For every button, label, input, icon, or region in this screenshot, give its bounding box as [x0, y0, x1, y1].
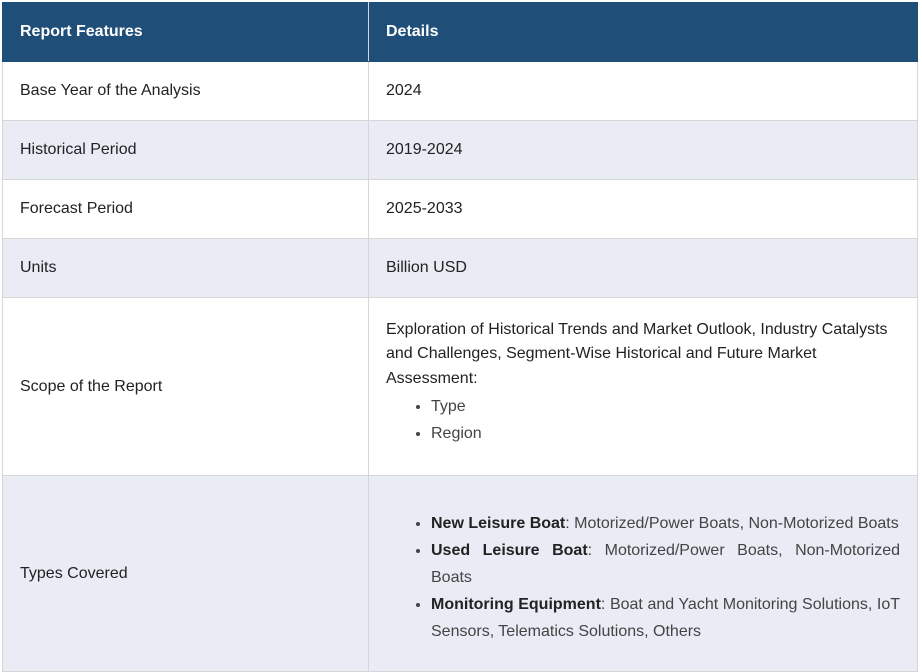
- type-name: New Leisure Boat: [431, 515, 566, 532]
- feature-cell: Historical Period: [3, 121, 369, 180]
- list-item: • Region: [431, 420, 900, 447]
- header-report-features: Report Features: [3, 3, 369, 62]
- list-item: [431, 510, 900, 537]
- type-description: : Motorized/Power Boats, Non-Motorized Boats: [431, 542, 900, 586]
- header-details: Details: [369, 3, 918, 62]
- type-description: : Motorized/Power Boats, Non-Motorized Boats: [565, 515, 899, 532]
- table-row-forecast-period: [3, 180, 918, 239]
- table-row-base-year: [3, 62, 918, 121]
- type-name: Used Leisure Boat: [431, 542, 588, 559]
- details-cell: 2019-2024: [369, 121, 918, 180]
- feature-cell: Forecast Period: [3, 180, 369, 239]
- table-header-row: [3, 3, 918, 62]
- list-item: • Type: [431, 393, 900, 420]
- feature-cell: Units: [3, 239, 369, 298]
- type-name: Monitoring Equipment: [431, 596, 601, 613]
- details-cell: [369, 298, 918, 476]
- details-cell: Billion USD: [369, 239, 918, 298]
- table-row-scope: [3, 298, 918, 476]
- list-item: [431, 591, 900, 645]
- report-features-table: [2, 2, 918, 672]
- table-row-units: [3, 239, 918, 298]
- feature-cell: Scope of the Report: [3, 298, 369, 476]
- type-description: : Boat and Yacht Monitoring Solutions, IoT Sensors, Telematics Solutions, Others: [431, 596, 901, 640]
- feature-cell: Types Covered: [3, 476, 369, 672]
- table-row-historical-period: [3, 121, 918, 180]
- details-cell: [369, 476, 918, 672]
- feature-cell: Base Year of the Analysis: [3, 62, 369, 121]
- types-bullet-list: [386, 510, 900, 645]
- list-item: [431, 537, 900, 591]
- scope-description: Exploration of Historical Trends and Market Outlook, Industry Catalysts and Challenges, Segment-Wise Historical and Future Market Assessment:: [386, 320, 888, 387]
- details-cell: 2024: [369, 62, 918, 121]
- details-cell: 2025-2033: [369, 180, 918, 239]
- table-row-types-covered: [3, 476, 918, 672]
- scope-bullet-list: [386, 393, 900, 447]
